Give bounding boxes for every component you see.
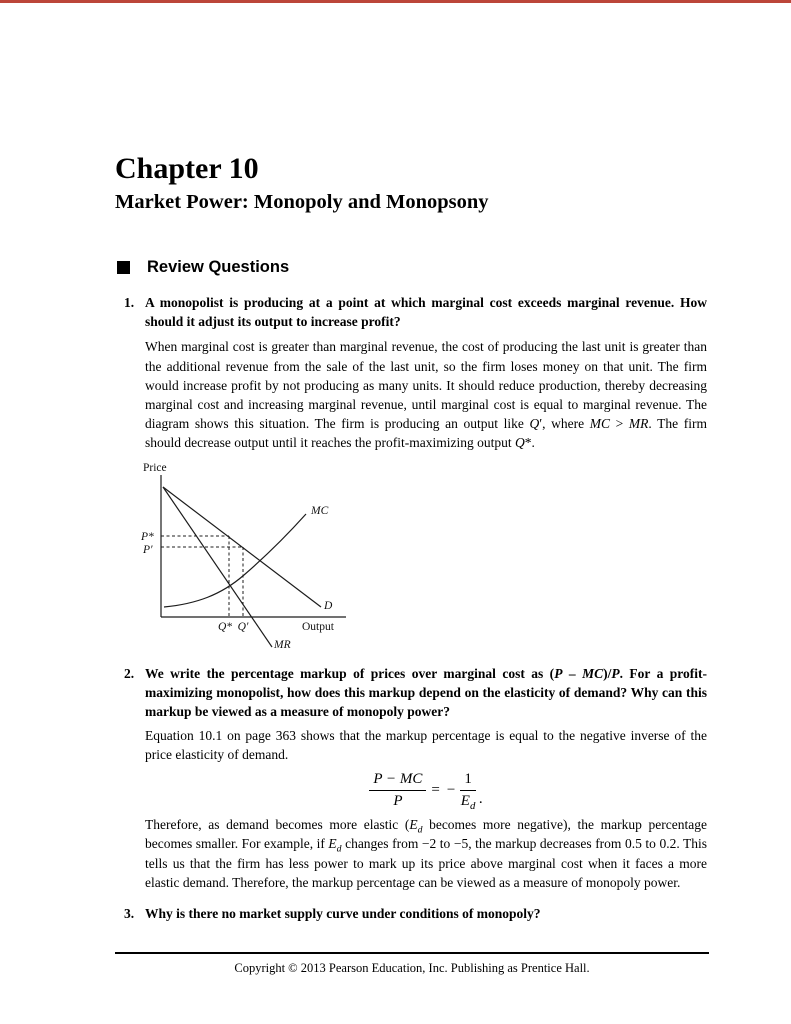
mc-label: MC	[311, 504, 329, 517]
equation-right-numerator: 1	[460, 771, 476, 791]
question-2-number: 2.	[124, 665, 135, 681]
question-1-answer: When marginal cost is greater than marginal revenue, the cost of producing the last unit is greater than the additional revenue from the sale of the last unit, so the firm loses money on that unit. The firm would increase profit by not producing as many units. It should reduce production, thereby decreasing marginal cost and increasing marginal revenue, until marginal cost is equal to marginal revenue. The diagram shows this situation. The firm is producing an output like Q′, where MC > MR. The firm should decrease output until it reaches the profit-maximizing output Q*.	[145, 339, 707, 451]
question-2-text: We write the percentage markup of prices over marginal cost as (P – MC)/P. For a profit-maximizing monopolist, how does this markup depend on the elasticity of demand? Why can this markup be viewed as a measure of monopoly power?	[145, 665, 707, 720]
p-prime-label: P′	[143, 543, 153, 556]
chapter-title: Chapter 10	[115, 152, 259, 185]
question-2	[115, 664, 707, 892]
chapter-subtitle: Market Power: Monopoly and Monopsony	[115, 191, 489, 213]
demand-label: D	[324, 599, 333, 612]
equation-left-fraction	[369, 771, 426, 811]
q-star-label: Q*	[217, 620, 233, 633]
question-3-number: 3.	[124, 905, 135, 921]
question-2-answer-follow: Therefore, as demand becomes more elastic ($E_d$ becomes more negative), the markup percentage becomes smaller. For example, if $E_d$ changes from −2 to −5, the markup decreases from 0.5 to 0.2. This tells us that the firm has less power to mark up its price above marginal cost when it faces a more elastic demand. Therefore, the markup percentage can be viewed as a measure of monopoly power.	[145, 817, 707, 890]
question-1-text: A monopolist is producing at a point at which marginal cost exceeds marginal revenue. How should it adjust its output to increase profit?	[145, 295, 707, 330]
mr-label: MR	[274, 638, 291, 650]
p-star-q-star-dashed-lines	[161, 536, 229, 617]
equation-period: .	[478, 790, 483, 807]
monopoly-diagram-svg	[136, 457, 351, 650]
section-heading	[115, 258, 707, 276]
question-1-number: 1.	[124, 295, 135, 310]
q-prime-label: Q′	[237, 620, 249, 633]
equation-right-denominator: $E_d$	[460, 792, 476, 812]
copyright-text: Copyright © 2013 Pearson Education, Inc. Publishing as Prentice Hall.	[234, 961, 590, 975]
equation-left-denominator: P	[393, 792, 403, 809]
section-title: Review Questions	[147, 258, 290, 276]
equation-left-numerator: P − MC	[369, 771, 426, 791]
p-star-label: P*	[141, 530, 154, 543]
question-1	[115, 293, 707, 654]
question-3-text: Why is there no market supply curve under conditions of monopoly?	[145, 905, 541, 921]
output-axis-label: Output	[302, 620, 334, 633]
demand-curve	[163, 487, 321, 607]
question-3	[115, 904, 707, 923]
monopoly-diagram	[136, 457, 707, 654]
page-footer	[115, 952, 709, 976]
section-bullet-icon	[117, 261, 130, 274]
question-2-answer-intro: Equation 10.1 on page 363 shows that the markup percentage is equal to the negative inverse of the price elasticity of demand.	[145, 728, 707, 763]
equation-minus-sign: −	[446, 781, 456, 798]
document-page	[115, 0, 707, 923]
equation-equals-sign: =	[431, 781, 440, 798]
markup-equation	[369, 771, 482, 811]
equation-right-fraction	[460, 771, 476, 811]
price-axis-label: Price	[143, 461, 167, 474]
